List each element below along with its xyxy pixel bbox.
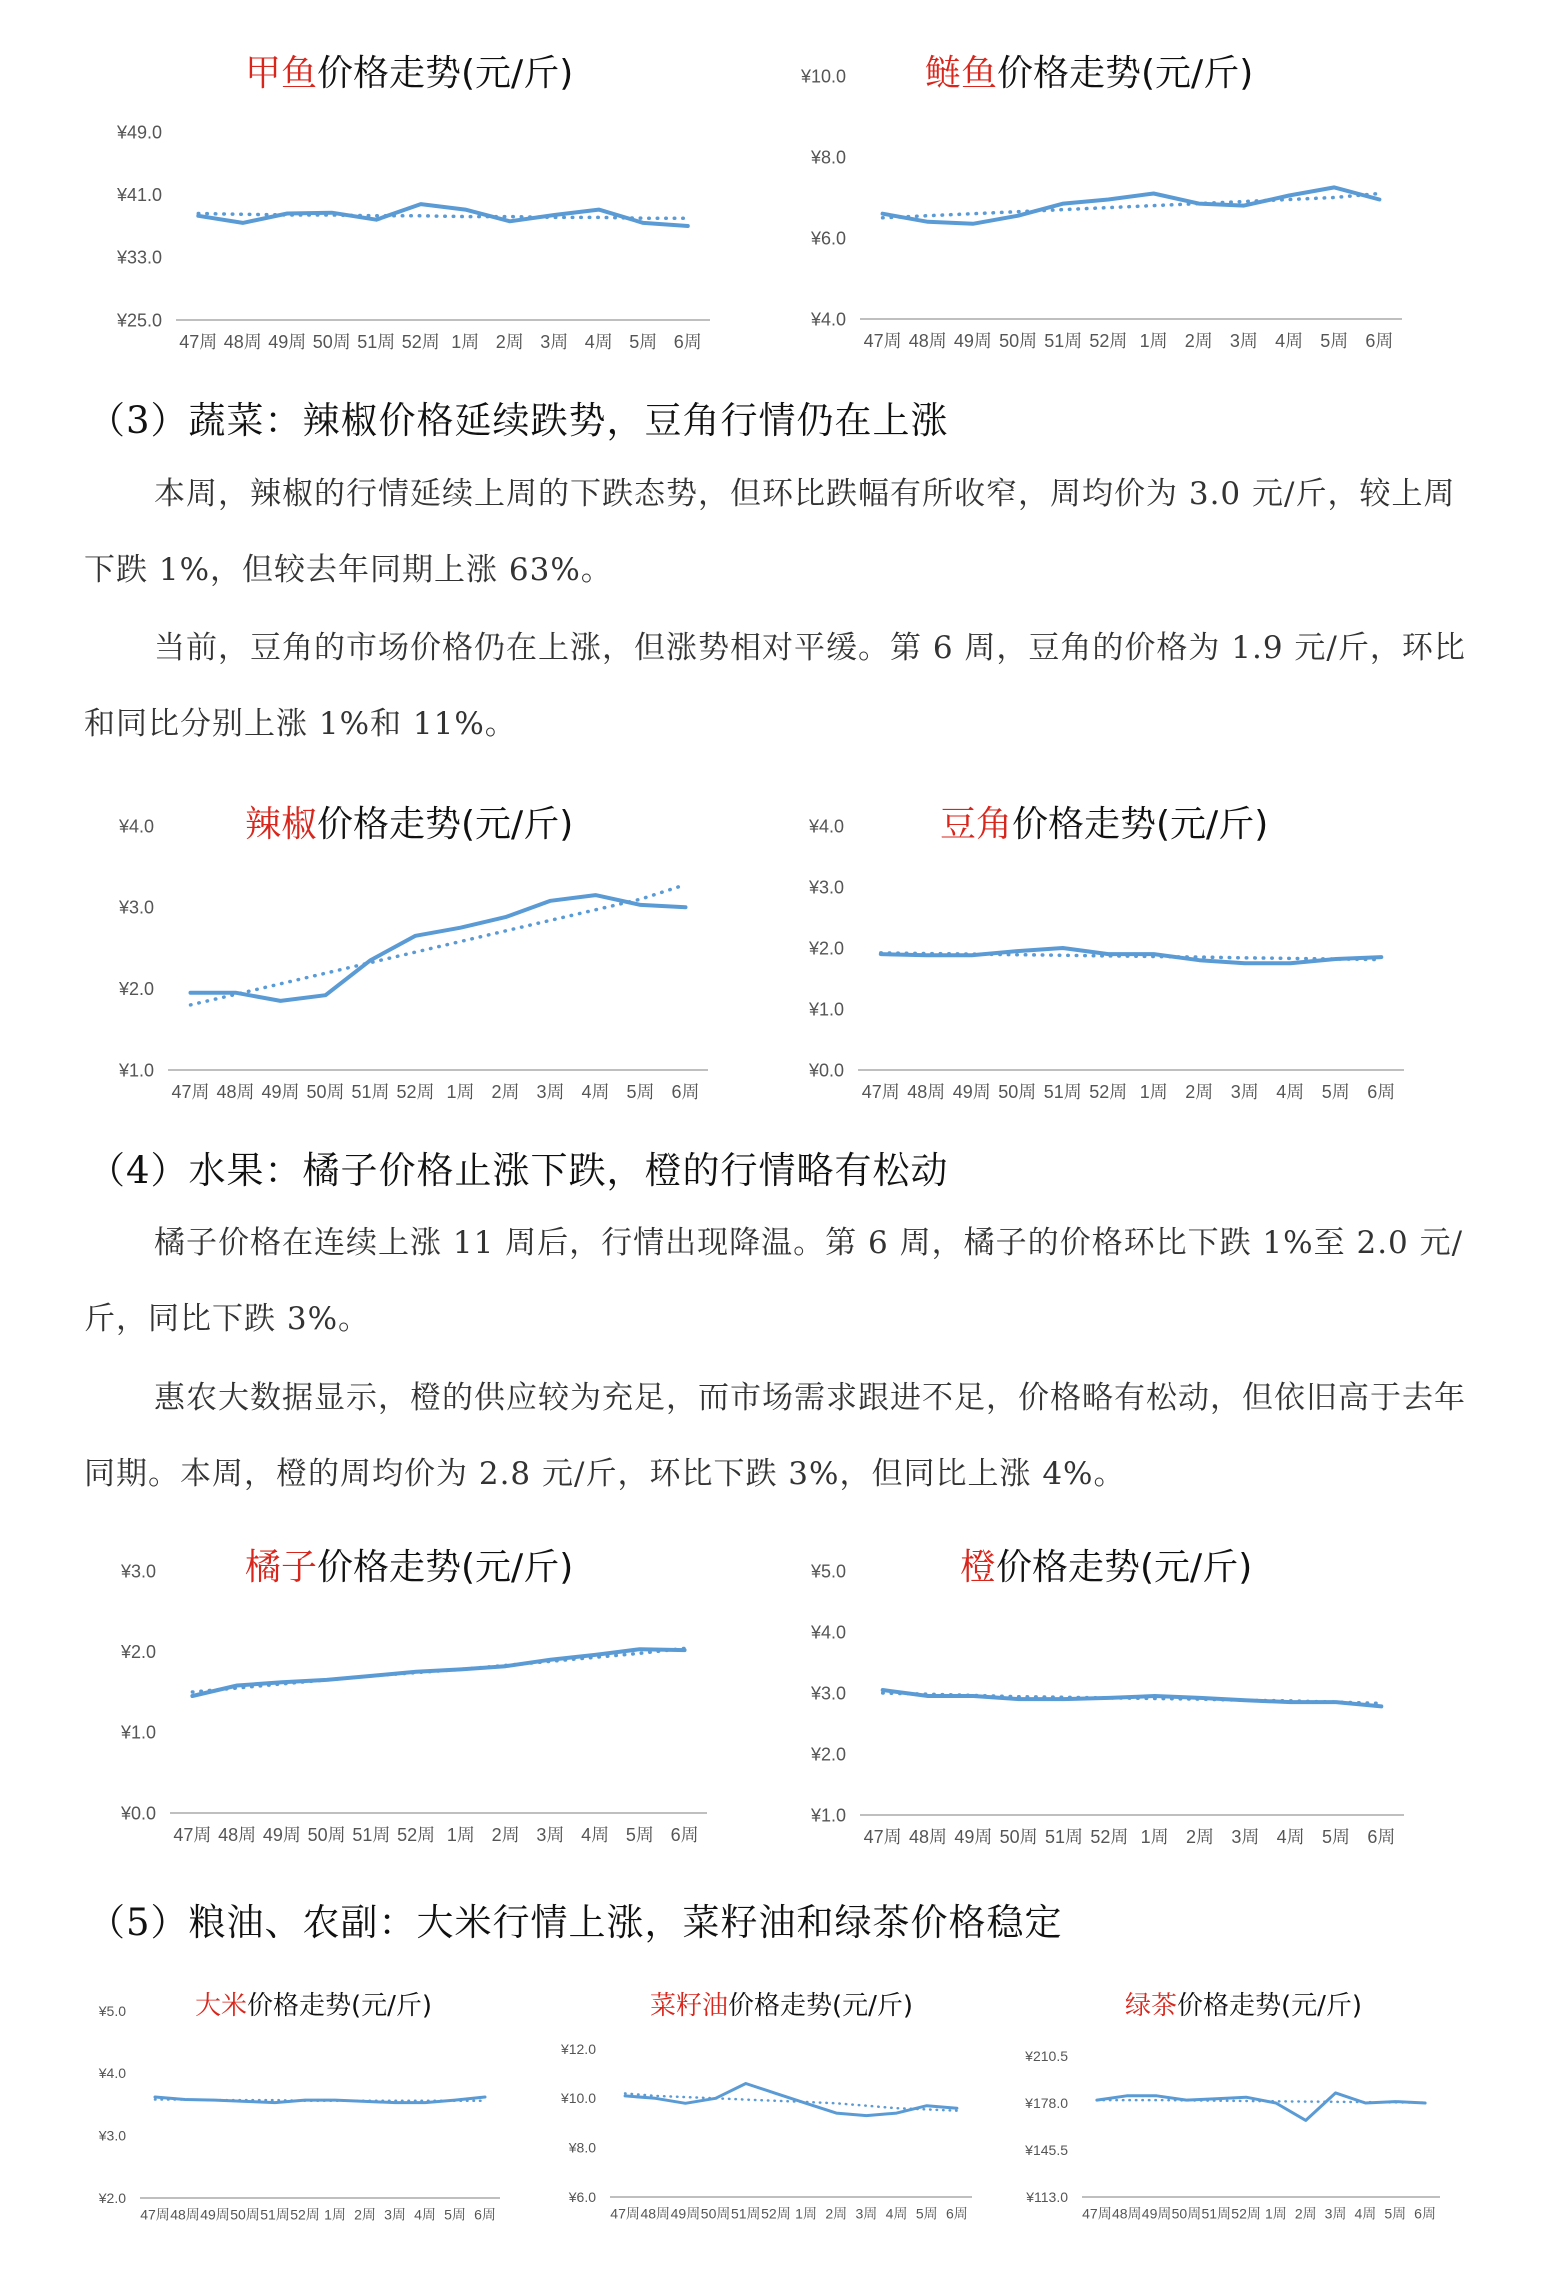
y-tick-label: ¥6.0 [568,2188,596,2205]
chart-plot [70,790,730,1130]
x-tick-label: 49周 [268,331,307,352]
chart-title-suffix: 价格走势(元/斤) [247,1991,433,2021]
x-tick-label: 51周 [357,331,396,352]
y-tick-label: ¥3.0 [98,2127,126,2144]
x-tick-label: 51周 [1201,2205,1232,2222]
y-tick-label: ¥2.0 [808,938,844,959]
x-tick-label: 48周 [640,2205,671,2222]
y-tick-label: ¥0.0 [808,1060,844,1081]
x-tick-label: 3周 [1230,1081,1259,1102]
chart-title-product: 甲鱼 [245,53,318,94]
chart-caiziyou [540,1985,1000,2250]
chart-cheng [770,1535,1430,1875]
x-tick-label: 2周 [491,1824,520,1845]
x-tick-label: 6周 [1365,330,1394,351]
y-tick-label: ¥5.0 [810,1561,846,1582]
x-tick-label: 48周 [170,2206,200,2223]
x-tick-label: 5周 [1320,330,1349,351]
x-tick-label: 49周 [1141,2205,1172,2222]
x-tick-label: 2周 [354,2206,376,2223]
price-line [881,948,1382,963]
x-tick-label: 2周 [1185,1826,1215,1847]
price-line [625,2084,957,2116]
x-tick-label: 52周 [397,1824,436,1845]
x-tick-label: 1周 [795,2205,817,2222]
y-tick-label: ¥25.0 [116,310,162,331]
x-tick-label: 48周 [907,1081,946,1102]
x-tick-label: 52周 [396,1081,435,1102]
x-tick-label: 3周 [384,2206,406,2223]
x-tick-label: 49周 [952,1081,991,1102]
chart-title-suffix: 价格走势(元/斤) [1177,1991,1363,2021]
x-tick-label: 4周 [1275,330,1304,351]
chart-title-product: 大米 [195,1991,248,2021]
x-tick-label: 50周 [307,1824,346,1845]
price-line [883,187,1380,223]
y-tick-label: ¥4.0 [98,2065,126,2082]
chart-title-product: 绿茶 [1125,1991,1178,2021]
x-tick-label: 47周 [863,330,902,351]
section-heading-grain-oil: （5）粮油、农副：大米行情上涨，菜籽油和绿茶价格稳定 [88,1901,1063,1944]
x-tick-label: 50周 [999,1826,1038,1847]
x-tick-label: 49周 [261,1081,300,1102]
x-tick-label: 52周 [1090,1826,1129,1847]
x-tick-label: 1周 [1265,2205,1287,2222]
chart-lajiao [70,790,730,1130]
x-tick-label: 50周 [306,1081,345,1102]
chart-title-suffix: 价格走势(元/斤) [997,53,1254,94]
x-tick-label: 47周 [179,331,218,352]
y-tick-label: ¥0.0 [120,1803,156,1824]
x-tick-label: 2周 [1294,2205,1317,2222]
x-tick-label: 3周 [1231,1826,1260,1847]
x-tick-label: 5周 [629,331,658,352]
x-tick-label: 51周 [730,2205,761,2222]
x-tick-label: 4周 [885,2205,908,2222]
y-tick-label: ¥3.0 [810,1683,846,1704]
chart-plot [70,1535,730,1875]
x-tick-label: 51周 [351,1081,390,1102]
x-tick-label: 3周 [855,2205,878,2222]
y-tick-label: ¥4.0 [810,309,846,330]
x-tick-label: 1周 [446,1081,475,1102]
x-tick-label: 3周 [540,331,569,352]
chart-plot [770,1535,1430,1875]
chart-title-product: 辣椒 [245,804,318,845]
y-tick-label: ¥1.0 [810,1805,846,1826]
y-tick-label: ¥5.0 [98,2002,126,2019]
x-tick-label: 1周 [1139,330,1168,351]
y-tick-label: ¥1.0 [118,1060,154,1081]
price-line [198,204,688,226]
x-tick-label: 52周 [290,2206,320,2223]
x-tick-label: 47周 [140,2206,170,2223]
x-tick-label: 48周 [908,330,947,351]
x-tick-label: 50周 [230,2206,260,2223]
y-tick-label: ¥2.0 [120,1641,156,1662]
x-tick-label: 47周 [863,1826,902,1847]
y-tick-label: ¥10.0 [560,2090,596,2107]
x-tick-label: 48周 [216,1081,255,1102]
x-tick-label: 6周 [1367,1826,1396,1847]
chart-title-suffix: 价格走势(元/斤) [317,1547,574,1588]
x-tick-label: 50周 [1171,2205,1202,2222]
x-tick-label: 3周 [536,1081,565,1102]
trend-line [191,885,686,1005]
x-tick-label: 1周 [1139,1081,1168,1102]
x-tick-label: 52周 [401,331,440,352]
y-tick-label: ¥33.0 [116,247,162,268]
chart-dami [70,1985,530,2250]
chart-title-product: 鲢鱼 [925,53,998,94]
x-tick-label: 1周 [446,1824,475,1845]
x-tick-label: 4周 [584,331,613,352]
x-tick-label: 52周 [1089,330,1128,351]
x-tick-label: 49周 [262,1824,301,1845]
paragraph-juzi: 橘子价格在连续上涨 11 周后，行情出现降温。第 6 周，橘子的价格环比下跌 1%至 2.0 元/斤，同比下跌 3%。 [84,1225,1464,1337]
x-tick-label: 49周 [670,2205,701,2222]
y-tick-label: ¥145.5 [1025,2141,1068,2158]
x-tick-label: 47周 [171,1081,210,1102]
y-tick-label: ¥8.0 [810,147,846,168]
y-tick-label: ¥4.0 [118,816,154,837]
x-tick-label: 4周 [1354,2205,1377,2222]
chart-plot [770,40,1430,380]
y-tick-label: ¥178.0 [1025,2094,1068,2111]
chart-plot [70,1985,530,2250]
y-tick-label: ¥1.0 [808,999,844,1020]
x-tick-label: 51周 [1044,330,1083,351]
x-tick-label: 50周 [998,1081,1037,1102]
x-tick-label: 47周 [610,2205,640,2222]
x-tick-label: 1周 [324,2206,346,2223]
paragraph-doujiao: 当前，豆角的市场价格仍在上涨，但涨势相对平缓。第 6 周，豆角的价格为 1.9 元/斤，环比和同比分别上涨 1%和 11%。 [84,630,1466,742]
x-tick-label: 5周 [626,1081,655,1102]
chart-title-suffix: 价格走势(元/斤) [728,1991,914,2021]
x-tick-label: 2周 [491,1081,520,1102]
y-tick-label: ¥2.0 [118,978,154,999]
x-tick-label: 3周 [1229,330,1258,351]
price-line [883,1690,1382,1706]
y-tick-label: ¥2.0 [98,2189,126,2206]
x-tick-label: 6周 [474,2206,496,2223]
y-tick-label: ¥2.0 [810,1744,846,1765]
chart-lianyu [770,40,1430,380]
x-tick-label: 3周 [536,1824,565,1845]
x-tick-label: 5周 [1321,1826,1351,1847]
x-tick-label: 2周 [825,2205,848,2222]
y-tick-label: ¥3.0 [120,1561,156,1582]
x-tick-label: 6周 [671,1081,700,1102]
x-tick-label: 48周 [218,1824,257,1845]
x-tick-label: 52周 [761,2205,791,2222]
x-tick-label: 1周 [451,331,480,352]
y-tick-label: ¥1.0 [120,1722,156,1743]
chart-plot [770,790,1430,1130]
y-tick-label: ¥210.5 [1025,2047,1068,2064]
chart-doujiao [770,790,1430,1130]
x-tick-label: 1周 [1140,1826,1169,1847]
chart-juzi [70,1535,730,1875]
x-tick-label: 6周 [1414,2205,1436,2222]
y-tick-label: ¥3.0 [118,897,154,918]
x-tick-label: 5周 [915,2205,938,2222]
x-tick-label: 50周 [312,331,351,352]
x-tick-label: 47周 [173,1824,212,1845]
chart-jiayu [70,40,730,380]
x-tick-label: 4周 [581,1081,610,1102]
paragraph-cheng: 惠农大数据显示，橙的供应较为充足，而市场需求跟进不足，价格略有松动，但依旧高于去年同期。本周，橙的周均价为 2.8 元/斤，环比下跌 3%，但同比上涨 4%。 [84,1380,1466,1492]
x-tick-label: 5周 [1321,1081,1350,1102]
x-tick-label: 2周 [1185,1081,1214,1102]
x-tick-label: 51周 [1043,1081,1082,1102]
trend-line [192,1648,684,1692]
price-line [1097,2093,1425,2121]
x-tick-label: 48周 [1111,2205,1142,2222]
x-tick-label: 51周 [352,1824,391,1845]
x-tick-label: 52周 [1231,2205,1261,2222]
x-tick-label: 4周 [581,1824,610,1845]
x-tick-label: 4周 [1276,1081,1305,1102]
x-tick-label: 50周 [999,330,1038,351]
y-tick-label: ¥12.0 [560,2040,596,2057]
chart-title-product: 橙 [960,1547,997,1588]
x-tick-label: 4周 [1276,1826,1305,1847]
x-tick-label: 47周 [861,1081,900,1102]
y-tick-label: ¥4.0 [808,816,844,837]
x-tick-label: 6周 [673,331,702,352]
x-tick-label: 50周 [700,2205,731,2222]
y-tick-label: ¥10.0 [800,66,846,87]
x-tick-label: 5周 [625,1824,654,1845]
x-tick-label: 2周 [495,331,524,352]
y-tick-label: ¥8.0 [568,2139,596,2156]
x-tick-label: 3周 [1324,2205,1347,2222]
x-tick-label: 48周 [223,331,262,352]
y-tick-label: ¥4.0 [810,1622,846,1643]
chart-plot [1010,1985,1470,2250]
x-tick-label: 49周 [953,330,992,351]
y-tick-label: ¥49.0 [116,122,162,143]
y-tick-label: ¥3.0 [808,877,844,898]
x-tick-label: 6周 [1367,1081,1396,1102]
x-tick-label: 6周 [946,2205,968,2222]
x-tick-label: 51周 [260,2206,290,2223]
x-tick-label: 5周 [444,2206,466,2223]
chart-title-suffix: 价格走势(元/斤) [317,804,574,845]
paragraph-lajiao: 本周，辣椒的行情延续上周的下跌态势，但环比跌幅有所收窄，周均价为 3.0 元/斤，较上周下跌 1%，但较去年同期上涨 63%。 [84,476,1456,588]
section-heading-vegetables: （3）蔬菜：辣椒价格延续跌势，豆角行情仍在上涨 [88,399,949,442]
chart-plot [540,1985,1000,2250]
y-tick-label: ¥6.0 [810,228,846,249]
chart-title-suffix: 价格走势(元/斤) [1012,804,1269,845]
chart-title-suffix: 价格走势(元/斤) [996,1547,1253,1588]
chart-title-suffix: 价格走势(元/斤) [317,53,574,94]
chart-title-product: 豆角 [940,804,1013,845]
x-tick-label: 6周 [670,1824,699,1845]
x-tick-label: 51周 [1044,1826,1084,1847]
x-tick-label: 48周 [908,1826,948,1847]
x-tick-label: 5周 [1384,2205,1407,2222]
chart-title-product: 菜籽油 [650,1991,729,2021]
x-tick-label: 49周 [954,1826,993,1847]
x-tick-label: 49周 [200,2206,230,2223]
x-tick-label: 4周 [414,2206,436,2223]
chart-lvcha [1010,1985,1470,2250]
section-heading-fruits: （4）水果：橘子价格止涨下跌，橙的行情略有松动 [88,1149,949,1192]
x-tick-label: 52周 [1089,1081,1128,1102]
y-tick-label: ¥41.0 [116,184,162,205]
chart-title-product: 橘子 [245,1547,318,1588]
chart-plot [70,40,730,380]
x-tick-label: 47周 [1082,2205,1112,2222]
x-tick-label: 2周 [1184,330,1213,351]
y-tick-label: ¥113.0 [1026,2188,1068,2205]
